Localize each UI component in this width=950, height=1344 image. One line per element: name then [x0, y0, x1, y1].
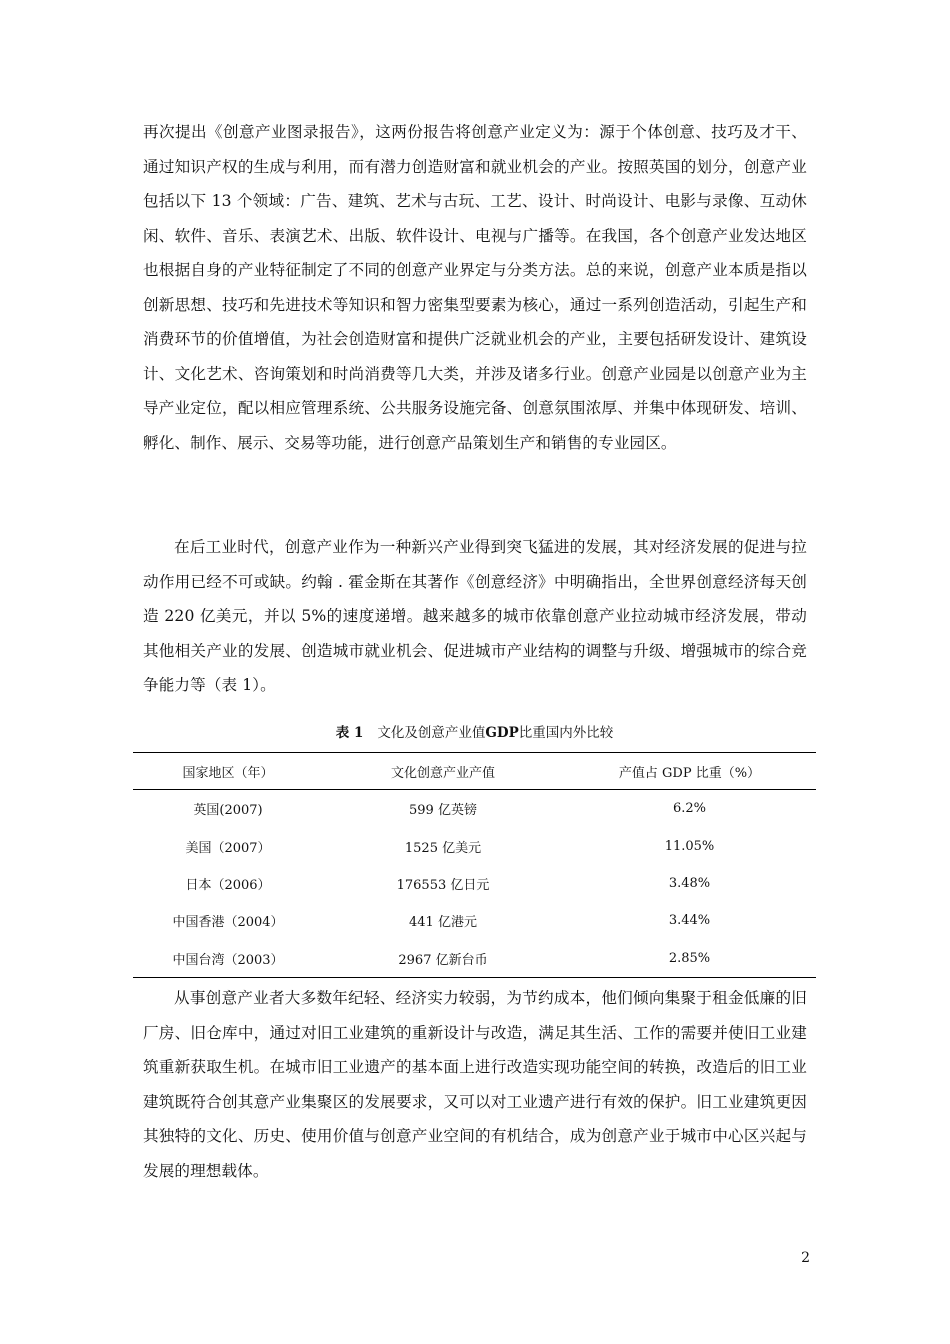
table-caption-text: 文化及创意产业值 — [377, 725, 486, 741]
table-cell-output: 441 亿港元 — [409, 915, 477, 931]
body-paragraph: 再次提出《创意产业图录报告》，这两份报告将创意产业定义为：源于个体创意、技巧及才干、通过知识产权的生成与利用，而有潜力创造财富和就业机会的产业。按照英国的划分，创意产业包括以下 13 个领域：广告、建筑、艺术与古玩、工艺、设计、时尚设计、电影与录像、互动休闲、软件、音乐、表演艺术、出版、软件设计、电视与广播等。在我国，各个创意产业发达地区也根据自身的产业特征制定了不同的创意产业界定与分类方法。总的来说，创意产业本质是指以创新思想、技巧和先进技术等知识和智力密集型要素为核心，通过一系列创造活动，引起生产和消费环节的价值增值，为社会创造财富和提供广泛就业机会的产业，主要包括研发设计、建筑设计、文化艺术、咨询策划和时尚消费等几大类，并涉及诸多行业。创意产业园是以创意产业为主导产业定位，配以相应管理系统、公共服务设施完备、创意氛围浓厚、并集中体现研发、培训、孵化、制作、展示、交易等功能，进行创意产品策划生产和销售的专业园区。 — [143, 123, 807, 452]
table-cell-output: 599 亿英镑 — [409, 803, 477, 819]
table-row — [133, 902, 816, 939]
table-cell-gdp-share: 6.2% — [672, 801, 707, 817]
table-row — [133, 827, 816, 864]
column-header-region: 国家地区（年） — [133, 753, 323, 790]
table-cell-gdp-share: 2.85% — [563, 940, 816, 978]
table-row — [133, 940, 816, 978]
table-row — [133, 790, 816, 828]
table-caption-gdp: GDP — [485, 725, 519, 741]
table-caption — [133, 723, 816, 743]
body-paragraph: 从事创意产业者大多数年纪轻、经济实力较弱，为节约成本，他们倾向集聚于租金低廉的旧厂房、旧仓库中，通过对旧工业建筑的重新设计与改造，满足其生活、工作的需要并使旧工业建筑重新获取生机。在城市旧工业遗产的基本面上进行改造实现功能空间的转换，改造后的旧工业建筑既符合创其意产业集聚区的发展要求，又可以对工业遗产进行有效的保护。旧工业建筑更因其独特的文化、历史、使用价值与创意产业空间的有机结合，成为创意产业于城市中心区兴起与发展的理想载体。 — [143, 989, 807, 1180]
table-cell-region: 英国(2007) — [193, 803, 263, 819]
table-cell-output: 176553 亿日元 — [396, 877, 490, 893]
comparison-table — [133, 752, 816, 978]
table-caption-number: 表 1 — [335, 725, 364, 741]
column-header-output: 文化创意产业产值 — [323, 753, 563, 790]
table-caption-text: 比重国内外比较 — [518, 725, 614, 741]
page-number: 2 — [801, 1250, 810, 1266]
body-paragraph: 在后工业时代，创意产业作为一种新兴产业得到突飞猛进的发展，其对经济发展的促进与拉动作用已经不可或缺。约翰 . 霍金斯在其著作《创意经济》中明确指出，全世界创意经济每天创造 220 亿美元，并以 5%的速度递增。越来越多的城市依靠创意产业拉动城市经济发展，带动其他相关产业的发展、创造城市就业机会、促进城市产业结构的调整与升级、增强城市的综合竞争能力等（表 1）。 — [143, 538, 807, 694]
table-cell-region: 日本（2006） — [185, 877, 271, 893]
table-row — [133, 865, 816, 902]
table-header-row — [133, 753, 816, 790]
column-header-gdp-share: 产值占 GDP 比重（%） — [563, 753, 816, 790]
table-cell-gdp-share: 11.05% — [664, 838, 715, 854]
table-cell-region: 中国香港（2004） — [172, 915, 284, 931]
table-cell-gdp-share: 3.48% — [668, 875, 711, 891]
table-cell-output: 2967 亿新台币 — [323, 940, 563, 978]
table-cell-region: 中国台湾（2003） — [133, 940, 323, 978]
table-cell-gdp-share: 3.44% — [668, 913, 711, 929]
table-cell-output: 1525 亿美元 — [404, 840, 482, 856]
table-cell-region: 美国（2007） — [185, 840, 271, 856]
